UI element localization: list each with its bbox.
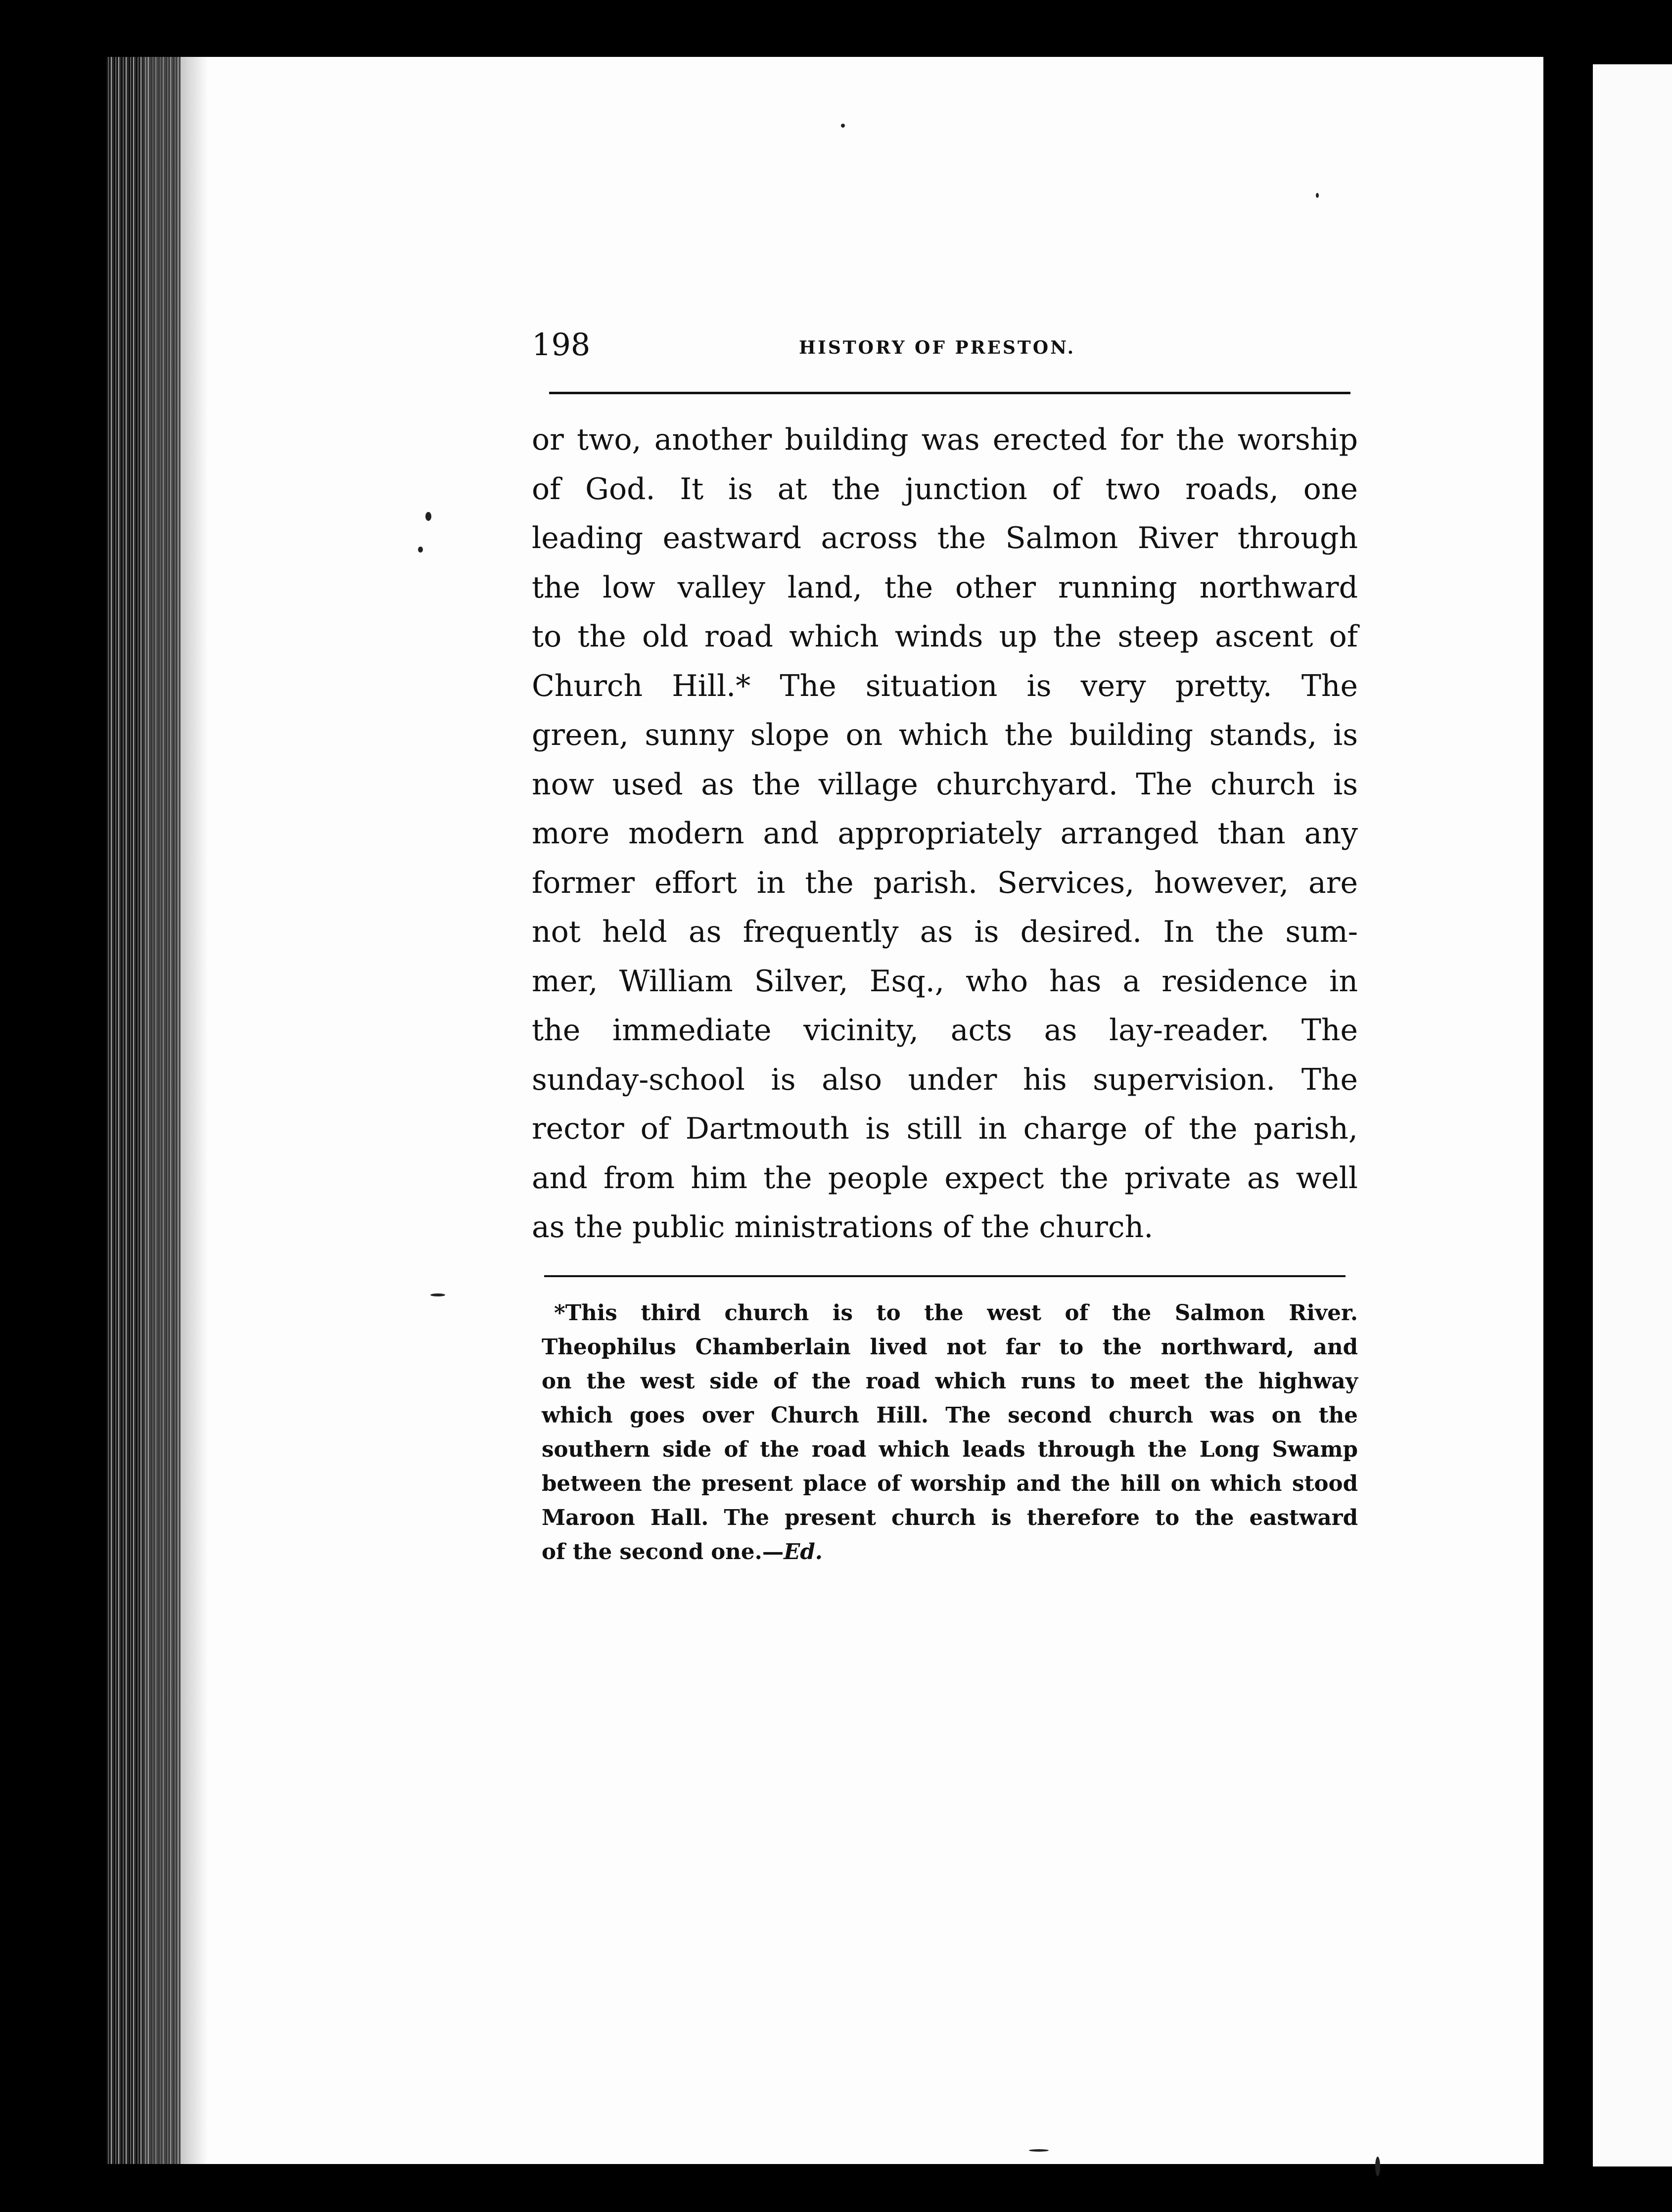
body-line: mer, William Silver, Esq., who has a residence in — [532, 964, 1358, 999]
body-line: of God. It is at the junction of two roads, one — [532, 471, 1358, 507]
page-number: 198 — [532, 326, 591, 363]
scan-speck — [430, 1293, 445, 1296]
footnote-line: southern side of the road which leads through the Long Swamp — [542, 1437, 1358, 1462]
footnote-rule — [544, 1275, 1346, 1277]
body-line: now used as the village churchyard. The church is — [532, 767, 1358, 802]
binding-shadow — [148, 57, 208, 2164]
adjacent-page-edge — [1593, 64, 1672, 2166]
footnote-line: between the present place of worship and the hill on which stood — [542, 1471, 1358, 1496]
scan-speck — [425, 512, 431, 521]
body-line: the low valley land, the other running northward — [532, 570, 1358, 605]
footnote-line: Theophilus Chamberlain lived not far to the northward, and — [542, 1335, 1358, 1360]
scan-speck — [1029, 2149, 1049, 2152]
footnote-line: *This third church is to the west of the Salmon River. — [554, 1300, 1358, 1326]
footnote-line: on the west side of the road which runs to meet the highway — [542, 1369, 1358, 1394]
footnote-line: which goes over Church Hill. The second church was on the — [542, 1403, 1358, 1428]
scan-speck — [418, 547, 423, 553]
body-line: rector of Dartmouth is still in charge of the parish, — [532, 1111, 1358, 1146]
footnote-line-last — [542, 1535, 1358, 1569]
body-line: former effort in the parish. Services, however, are — [532, 865, 1358, 900]
running-head: HISTORY OF PRESTON. — [799, 337, 1076, 358]
body-line: to the old road which winds up the steep ascent of — [532, 619, 1358, 654]
scan-speck — [1375, 2157, 1380, 2176]
body-text — [532, 415, 1358, 1252]
body-line: or two, another building was erected for the worship — [532, 422, 1358, 457]
body-line: and from him the people expect the private as well — [532, 1160, 1358, 1196]
scan-speck — [1316, 193, 1319, 198]
body-line: more modern and appropriately arranged than any — [532, 816, 1358, 851]
body-line: not held as frequently as is desired. In the sum- — [532, 915, 1358, 949]
editor-mark: Ed. — [784, 1539, 823, 1565]
header-rule — [549, 392, 1350, 394]
body-line: the immediate vicinity, acts as lay-reader. The — [532, 1013, 1358, 1048]
body-line: Church Hill.* The situation is very pretty. The — [532, 668, 1358, 703]
body-line: sunday-school is also under his supervision. The — [532, 1062, 1358, 1097]
footnote-last-text: of the second one.— — [542, 1539, 784, 1565]
scan-speck — [841, 124, 845, 128]
footnote-line: Maroon Hall. The present church is therefore to the eastward — [542, 1505, 1358, 1530]
body-line: green, sunny slope on which the building stands, is — [532, 718, 1358, 752]
page-header — [532, 326, 1353, 376]
body-line: leading eastward across the Salmon River through — [532, 521, 1358, 555]
footnote — [542, 1296, 1358, 1569]
body-line: as the public ministrations of the church. — [532, 1210, 1154, 1244]
